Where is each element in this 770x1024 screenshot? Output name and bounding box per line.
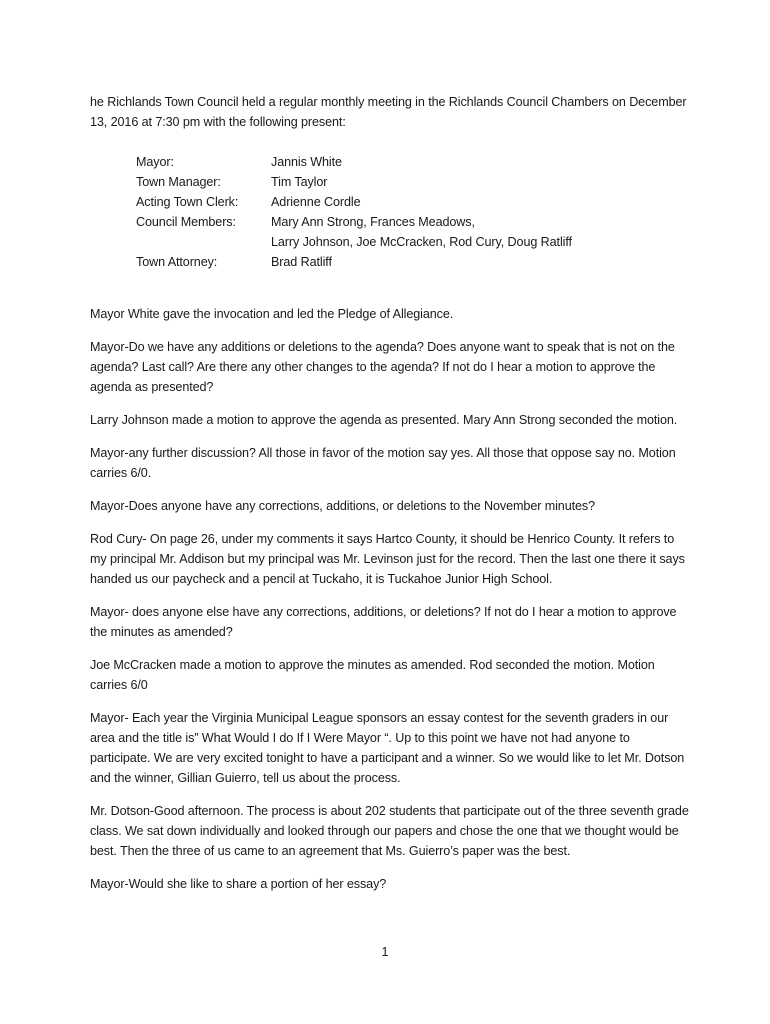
attendance-names: Mary Ann Strong, Frances Meadows, (271, 215, 475, 229)
intro-paragraph: he Richlands Town Council held a regular monthly meeting in the Richlands Council Chambers on December 13, 2016 at 7:30 pm with the following present: (90, 95, 687, 129)
minutes-paragraph: Joe McCracken made a motion to approve the minutes as amended. Rod seconded the motion. Motion carries 6/0 (90, 658, 655, 692)
attendance-names: Jannis White (271, 155, 342, 169)
attendance-row (136, 232, 572, 252)
minutes-paragraph: Mayor- Each year the Virginia Municipal League sponsors an essay contest for the seventh graders in our area and the title is” What Would I do If I Were Mayor “. Up to this point we have not had anyone to participate. We are very excited tonight to have a participant and a winner. So we would like to let Mr. Dotson and the winner, Gillian Guierro, tell us about the process. (90, 711, 685, 785)
attendance-row (136, 212, 572, 232)
minutes-paragraph: Mayor- does anyone else have any corrections, additions, or deletions? If not do I hear a motion to approve the minutes as amended? (90, 605, 677, 639)
attendance-row (136, 192, 572, 212)
attendance-role: Town Attorney: (136, 255, 218, 269)
attendance-role (136, 232, 271, 252)
attendance-row (136, 252, 572, 272)
attendance-names: Tim Taylor (271, 175, 328, 189)
attendance-role: Council Members: (136, 215, 236, 229)
page-number: 1 (381, 945, 389, 959)
attendance-row (136, 172, 572, 192)
attendance-names: Brad Ratliff (271, 255, 332, 269)
minutes-paragraph: Mayor-Does anyone have any corrections, additions, or deletions to the November minutes? (90, 499, 596, 513)
minutes-body (90, 304, 690, 907)
attendance-role: Mayor: (136, 155, 174, 169)
minutes-paragraph: Larry Johnson made a motion to approve the agenda as presented. Mary Ann Strong seconded the motion. (90, 413, 678, 427)
attendance-names: Adrienne Cordle (271, 195, 361, 209)
minutes-paragraph: Mayor-Would she like to share a portion of her essay? (90, 877, 387, 891)
attendance-role: Acting Town Clerk: (136, 195, 239, 209)
attendance-names: Larry Johnson, Joe McCracken, Rod Cury, Doug Ratliff (271, 235, 572, 249)
minutes-paragraph: Mayor-Do we have any additions or deletions to the agenda? Does anyone want to speak that is not on the agenda? Last call? Are there any other changes to the agenda? If not do I hear a motion to approve the agenda as presented? (90, 340, 675, 394)
attendance-row (136, 152, 572, 172)
minutes-paragraph: Mayor-any further discussion? All those in favor of the motion say yes. All those that oppose say no. Motion carries 6/0. (90, 446, 676, 480)
minutes-paragraph: Rod Cury- On page 26, under my comments it says Hartco County, it should be Henrico County. It refers to my principal Mr. Addison but my principal was Mr. Levinson just for the record. Then the last one there it says handed us our paycheck and a pencil at Tuckaho, it is Tuckahoe Junior High School. (90, 532, 685, 586)
attendance-list (136, 152, 572, 272)
minutes-paragraph: Mayor White gave the invocation and led the Pledge of Allegiance. (90, 307, 454, 321)
attendance-role: Town Manager: (136, 175, 221, 189)
minutes-paragraph: Mr. Dotson-Good afternoon. The process is about 202 students that participate out of the three seventh grade class. We sat down individually and looked through our papers and chose the one that we thought would be best. Then the three of us came to an agreement that Ms. Guierro’s paper was the best. (90, 804, 689, 858)
